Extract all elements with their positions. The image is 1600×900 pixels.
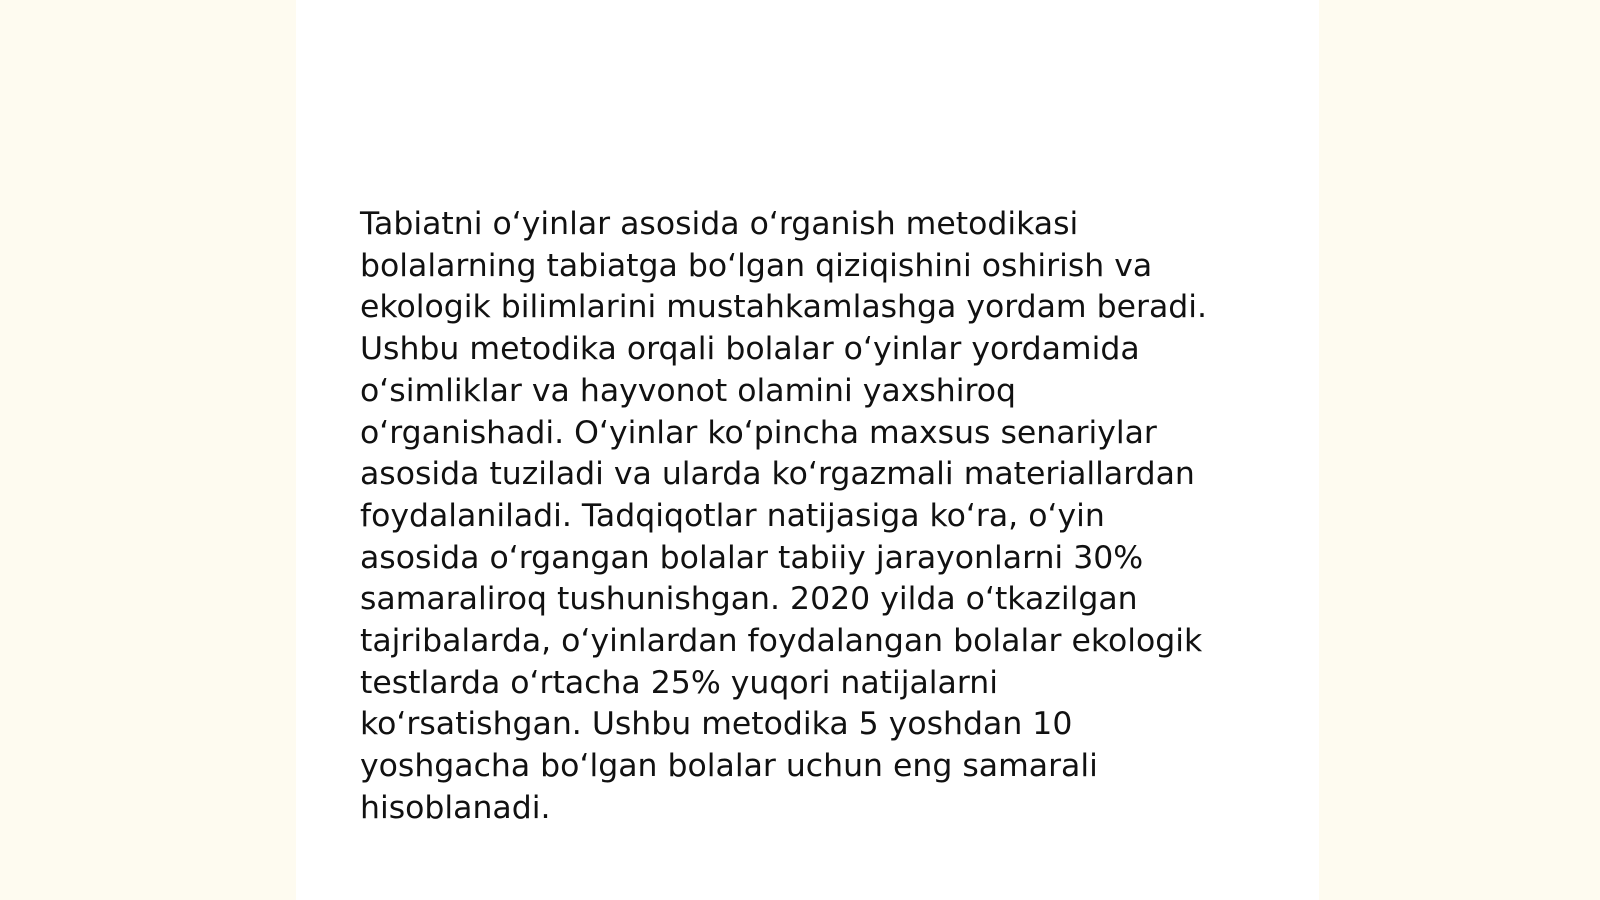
paragraph-line: yoshgacha bo‘lgan bolalar uchun eng samarali [360,748,1098,785]
paragraph-line: hisoblanadi. [360,789,551,826]
paragraph-line: o‘rganishadi. O‘yinlar ko‘pincha maxsus senariylar [360,414,1157,451]
paragraph-line: foydalaniladi. Tadqiqotlar natijasiga ko‘ra, o‘yin [360,497,1105,534]
paragraph-line: ko‘rsatishgan. Ushbu metodika 5 yoshdan 10 [360,706,1073,743]
paragraph-line: bolalarning tabiatga bo‘lgan qiziqishini oshirish va [360,247,1153,284]
paragraph-line: Ushbu metodika orqali bolalar o‘yinlar yordamida [360,331,1140,368]
paragraph-line: Tabiatni o‘yinlar asosida o‘rganish metodikasi [360,206,1079,242]
body-paragraph [360,204,1260,830]
paragraph-line: asosida o‘rgangan bolalar tabiiy jarayonlarni 30% [360,539,1144,576]
paragraph-line: ekologik bilimlarini mustahkamlashga yordam beradi. [360,289,1208,326]
paragraph-line: testlarda o‘rtacha 25% yuqori natijalarni [360,664,998,701]
document-page [296,0,1319,900]
paragraph-line: samaraliroq tushunishgan. 2020 yilda o‘tkazilgan [360,581,1138,618]
paragraph-line: o‘simliklar va hayvonot olamini yaxshiroq [360,372,1017,409]
paragraph-line: asosida tuziladi va ularda ko‘rgazmali materiallardan [360,456,1195,493]
paragraph-line: tajribalarda, o‘yinlardan foydalangan bolalar ekologik [360,623,1203,660]
